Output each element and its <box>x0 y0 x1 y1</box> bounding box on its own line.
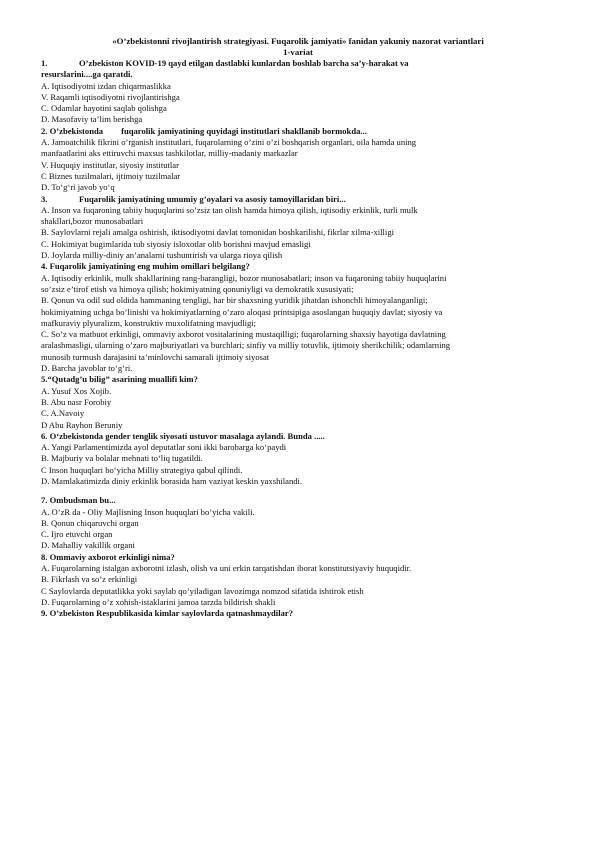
question-5 <box>41 374 556 385</box>
option: A. Jamoatchilik fikrini o’rganish institutlari, fuqarolarning o’zini o’zi boshqarish organlari, oila hamda uning <box>41 137 417 148</box>
option: D. Mamlakatimizda diniy erkinlik borasida ham vaziyat keskin yaxshilandi. <box>41 475 303 486</box>
question-number: 9. <box>41 608 48 619</box>
question-number: 4. <box>41 261 48 272</box>
option: C. A.Navoiy <box>41 408 85 419</box>
option: munosib turmush darajasini ta’minlovchi samarali ijtimoiy siyosat <box>41 351 270 362</box>
option: V. Raqamli iqtisodiyotni rivojlantirishga <box>41 91 180 102</box>
option: manfaatlarini aks ettiruvchi maxsus tashkilotlar, milliy-madaniy markazlar <box>41 148 298 159</box>
question-number: 7. <box>41 495 48 506</box>
option: D. Mahalliy vakillik organi <box>41 540 135 551</box>
option: B. Qonun va odil sud oldida hammaning tengligi, har bir shaxsning yuridik jihatdan ishonchli himoyalanganligi; <box>41 295 428 306</box>
option: aralashmasligi, ularning o’zaro majburiyatlari va burchlari; sinfiy va milliy totuvlik, ijtimoiy sherikchilik; odamlarning <box>41 340 451 351</box>
variant-label: 1-variat <box>283 47 313 57</box>
option: D Abu Rayhon Beruniy <box>41 419 123 430</box>
questions-list <box>41 58 556 620</box>
document-title: «O’zbekistonni rivojlantirish strategiyasi. Fuqarolik jamiyati» fanidan yakuniy nazorat variantlari <box>112 36 484 46</box>
option: C Inson huquqlari bo‘yicha Milliy strategiya qabul qilindi. <box>41 464 243 475</box>
option: D. Masofaviy ta’lim berishga <box>41 114 143 125</box>
question-text: Ombudsman bu... <box>49 495 116 506</box>
option: A. Iqtisodiy erkinlik, mulk shakllarining rang-barangligi, bozor munosabatlari; inson va fuqaroning tabiiy huquqlarini <box>41 272 447 283</box>
question-text: “Qutadg’u bilig” asarining muallifi kim? <box>47 374 198 385</box>
option: mafkuraviy plyuralizm, konstruktiv muxolifatning mavjudligi; <box>41 317 257 328</box>
option: A. Yusuf Xos Xojib. <box>41 385 112 396</box>
option: A. Fuqarolarning istalgan axborotni izlash, olish va uni erkin tarqatishdan iborat konstitutsiyaviy huquqidir. <box>41 563 412 574</box>
option: A. Inson va fuqaroning tabiiy huquqlarini so’zsiz tan olish hamda himoya qilish, iqtisodiy erkinlik, turli mulk <box>41 204 418 215</box>
option: V. Huquqiy institutlar, siyosiy institutlar <box>41 159 179 170</box>
option: C. So’z va matbuot erkinligi, ommaviy axborot vositalarining mustaqilligi; fuqarolarning shaxsiy hayotiga davlatning <box>41 329 446 340</box>
question-text: O’zbekiston Respublikasida kimlar saylovlarda qatnashmaydilar? <box>49 608 293 619</box>
option: D. Fuqarolarning o’z xohish-istaklarini jamoa tarzda bildirish shakli <box>41 596 276 607</box>
question-text: Fuqarolik jamiyatining umumiy g’oyalari va asosiy tamoyillaridan biri... <box>79 193 346 204</box>
question-text: fuqarolik jamiyatining quyidagi institutlari shakllanib bormokda... <box>121 125 367 136</box>
question-text: Fuqarolik jamiyatining eng muhim omillari belgilang? <box>49 261 250 272</box>
question-9 <box>41 608 556 619</box>
question-number: 6. <box>41 430 48 441</box>
option: B. Qonun chiqaruvchi organ <box>41 517 139 528</box>
question-4 <box>41 261 556 272</box>
option: so’zsiz e’tirof etish va himoya qilish; hokimiyatning qonuniyligi va demokratik xususiyati; <box>41 283 354 294</box>
option: C. Hokimiyat bugimlarida tub siyosiy isloxotlar olib borishni mavjud emasligi <box>41 238 311 249</box>
option: hokimiyatning uchga bo’linishi va hokimiyatlarning o’zaro aloqasi printsipiga asoslangan huquqiy davlat; siyosiy va <box>41 306 443 317</box>
question-number: 2. O’zbekistonda <box>41 125 104 136</box>
question-7 <box>41 495 556 506</box>
option: A. Iqtisodiyotni izdan chiqarmaslikka <box>41 80 171 91</box>
option: D. Joylarda milliy-diniy an’analarni tushuntirish va ularga rioya qilish <box>41 250 283 261</box>
option: B. Fikrlash va so’z erkinligi <box>41 574 138 585</box>
option: shakllari,bozor munosabatlari <box>41 216 144 227</box>
question-text: Ommaviy axborot erkinligi nima? <box>49 551 175 562</box>
question-3 <box>41 194 556 205</box>
option: D. To‘g‘ri javob yo‘q <box>41 182 115 193</box>
question-number: 5. <box>41 374 48 385</box>
question-2 <box>41 126 556 137</box>
option: B. Majburiy va bolalar mehnati to‘liq tugatildi. <box>41 453 203 464</box>
option: C. Odamlar hayotini saqlab qolishga <box>41 103 167 114</box>
question-text-cont: resurslarini....ga qaratdi. <box>41 69 133 80</box>
question-1 <box>41 58 556 69</box>
question-number: 1. <box>41 58 48 68</box>
question-8 <box>41 552 556 563</box>
question-number: 3. <box>41 193 48 204</box>
question-text: O’zbekiston KOVID-19 qayd etilgan dastlabki kunlardan boshlab barcha sa’y-harakat va <box>79 58 409 68</box>
option: B. Saylovlarni rejali amalga oshirish, iktisodiyotni davlat tomonidan boshkarilishi, fikrlar xilma-xilligi <box>41 227 395 238</box>
question-text: O‘zbekistonda gender tenglik siyosati ustuvor masalaga aylandi. Bunda ..... <box>49 430 325 441</box>
option: A. Yangi Parlamentimizda ayol deputatlar soni ikki barobarga ko‘paydi <box>41 442 287 453</box>
option: D. Barcha javoblar to‘g‘ri. <box>41 363 133 374</box>
option: C. Ijro etuvchi organ <box>41 529 113 540</box>
question-6 <box>41 431 556 442</box>
option: A. O’zR da - Oliy Majlisning Inson huquqlari bo’yicha vakili. <box>41 506 255 517</box>
option: C Saylovlarda deputatlikka yoki saylab qo’yiladigan lavozimga nomzod sifatida ishtirok etish <box>41 585 364 596</box>
option: C Biznes tuzilmalari, ijtimoiy tuzilmalar <box>41 170 181 181</box>
question-number: 8. <box>41 551 48 562</box>
option: B. Abu nasr Forobiy <box>41 396 112 407</box>
